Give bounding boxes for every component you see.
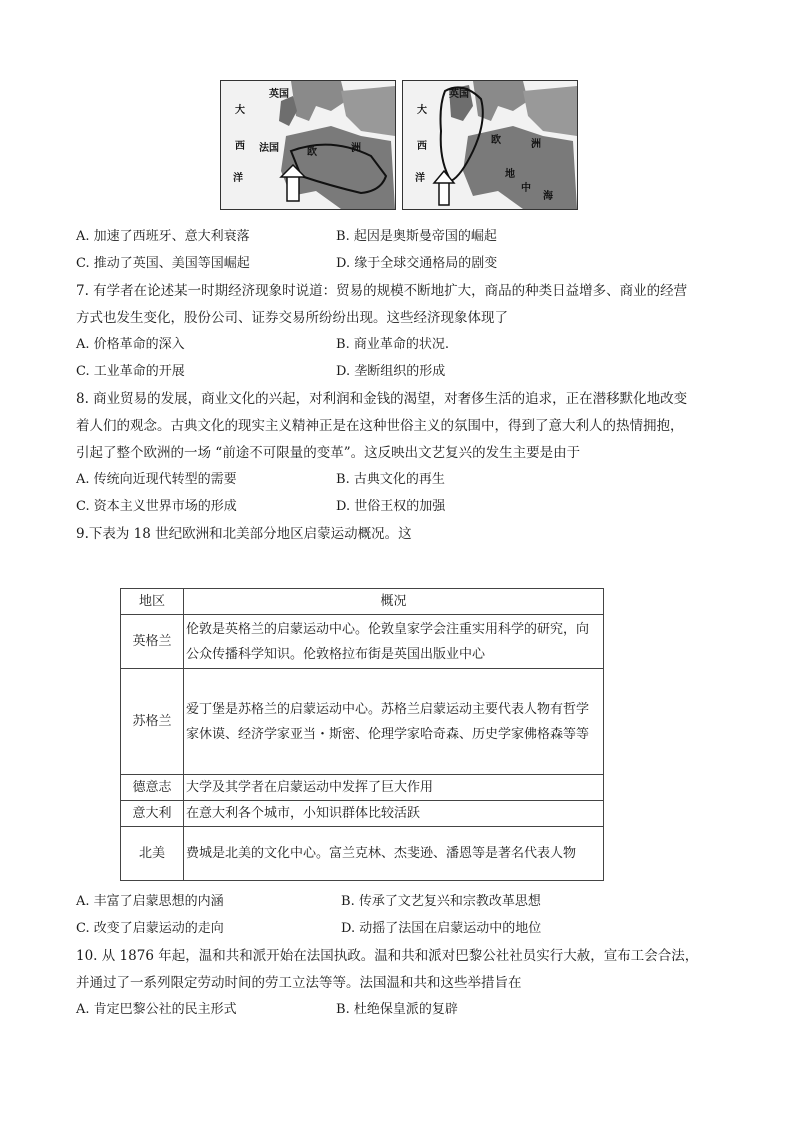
q7-option-a: A. 价格革命的深入 [76, 337, 185, 352]
q8-stem-line-1: 8. 商业贸易的发展，商业文化的兴起，对利润和金钱的渴望，对奢侈生活的追求，正在潜移默化地改变 [76, 391, 688, 407]
table-row [121, 801, 604, 827]
map-label: 海 [543, 191, 553, 202]
table-cell-desc: 大学及其学者在启蒙运动中发挥了巨大作用 [184, 775, 604, 801]
option-text: 动摇了法国在启蒙运动中的地位 [359, 921, 542, 936]
q8-option-a: A. 传统向近现代转型的需要 [76, 472, 237, 487]
option-key: A [76, 229, 86, 244]
option-key: B [336, 472, 346, 487]
q10-option-a: A. 肯定巴黎公社的民主形式 [76, 1002, 237, 1017]
q9-option-a: A. 丰富了启蒙思想的内涵 [76, 894, 224, 909]
q6-option-b: B. 起因是奥斯曼帝国的崛起 [336, 229, 497, 244]
map-label: 西 [417, 141, 427, 152]
table-row [121, 669, 604, 775]
q9-option-c: C. 改变了启蒙运动的走向 [76, 921, 224, 936]
q10-option-b: B. 杜绝保皇派的复辟 [336, 1002, 458, 1017]
map-label: 洲 [531, 139, 541, 150]
enlightenment-table [120, 588, 604, 881]
option-text: 起因是奥斯曼帝国的崛起 [353, 229, 497, 244]
option-key: C [76, 921, 86, 936]
option-key: B [336, 337, 346, 352]
table-cell-desc: 伦敦是英格兰的启蒙运动中心。伦敦皇家学会注重实用科学的研究，向公众传播科学知识。伦敦格拉布街是英国出版业中心 [184, 615, 604, 669]
table-header-region: 地区 [121, 589, 184, 615]
q8-stem-line-3: 引起了整个欧洲的一场 “前途不可限量的变革”。这反映出文艺复兴的发生主要是由于 [76, 445, 581, 461]
table-header-row [121, 589, 604, 615]
option-key: A [76, 337, 86, 352]
map-label: 地 [505, 169, 515, 180]
q9-option-b: B. 传承了文艺复兴和宗教改革思想 [341, 894, 541, 909]
q8-option-c: C. 资本主义世界市场的形成 [76, 499, 237, 514]
map-label: 欧 [491, 135, 501, 146]
option-key: A [76, 894, 86, 909]
option-text: 丰富了启蒙思想的内涵 [93, 894, 224, 909]
map-label: 西 [235, 141, 245, 152]
map-label: 欧 [307, 147, 317, 158]
option-text: 缘于全球交通格局的剧变 [354, 256, 498, 271]
map-label: 大 [235, 105, 245, 116]
option-key: B [336, 1002, 346, 1017]
table-cell-desc: 费城是北美的文化中心。富兰克林、杰斐逊、潘恩等是著名代表人物 [184, 827, 604, 881]
option-text: 推动了英国、美国等国崛起 [93, 256, 250, 271]
map-label: 大 [417, 105, 427, 116]
q9-stem: 9.下表为 18 世纪欧洲和北美部分地区启蒙运动概况。这 [76, 526, 412, 542]
q8-option-b: B. 古典文化的再生 [336, 472, 445, 487]
map-label: 英国 [449, 89, 469, 100]
option-key: A [76, 472, 86, 487]
table-row [121, 775, 604, 801]
map-label: 法国 [259, 143, 279, 154]
option-text: 资本主义世界市场的形成 [93, 499, 237, 514]
q8-stem-line-2: 着人们的观念。古典文化的现实主义精神正是在这种世俗主义的氛围中，得到了意大利人的热情拥抱， [76, 418, 684, 434]
option-text: 传统向近现代转型的需要 [93, 472, 237, 487]
option-text: 垄断组织的形成 [354, 364, 446, 379]
table-cell-desc: 爱丁堡是苏格兰的启蒙运动中心。苏格兰启蒙运动主要代表人物有哲学家休谟、经济学家亚当・斯密、伦理学家哈奇森、历史学家佛格森等等 [184, 669, 604, 775]
q10-stem-line-1: 10. 从 1876 年起，温和共和派开始在法国执政。温和共和派对巴黎公社社员实行大赦，宣布工会合法， [76, 948, 699, 964]
map-left [220, 80, 396, 210]
option-text: 传承了文艺复兴和宗教改革思想 [358, 894, 541, 909]
map-label: 英国 [269, 89, 289, 100]
map-label: 洲 [351, 143, 361, 154]
option-text: 价格革命的深入 [93, 337, 185, 352]
table-cell-region: 德意志 [121, 775, 184, 801]
table-cell-desc: 在意大利各个城市，小知识群体比较活跃 [184, 801, 604, 827]
option-key: C [76, 256, 86, 271]
table-cell-region: 北美 [121, 827, 184, 881]
map-label: 洋 [415, 173, 425, 184]
q6-option-c: C. 推动了英国、美国等国崛起 [76, 256, 250, 271]
table-header-desc: 概况 [184, 589, 604, 615]
q7-stem-line-1: 7. 有学者在论述某一时期经济现象时说道：贸易的规模不断地扩大，商品的种类日益增多、商业的经营 [76, 283, 688, 299]
option-text: 肯定巴黎公社的民主形式 [93, 1002, 237, 1017]
q7-option-d: D. 垄断组织的形成 [336, 364, 446, 379]
option-text: 改变了启蒙运动的走向 [93, 921, 224, 936]
q6-option-a: A. 加速了西班牙、意大利衰落 [76, 229, 250, 244]
map-label: 洋 [233, 173, 243, 184]
table-row [121, 615, 604, 669]
option-text: 世俗王权的加强 [354, 499, 446, 514]
q10-stem-line-2: 并通过了一系列限定劳动时间的劳工立法等等。法国温和共和这些举措旨在 [76, 975, 522, 991]
option-key: D [341, 921, 351, 936]
option-key: A [76, 1002, 86, 1017]
option-text: 古典文化的再生 [353, 472, 445, 487]
q8-option-d: D. 世俗王权的加强 [336, 499, 446, 514]
q9-option-d: D. 动摇了法国在启蒙运动中的地位 [341, 921, 542, 936]
option-key: C [76, 364, 86, 379]
table-cell-region: 英格兰 [121, 615, 184, 669]
option-text: 加速了西班牙、意大利衰落 [93, 229, 250, 244]
option-key: B [336, 229, 346, 244]
option-key: D [336, 256, 346, 271]
map-right [402, 80, 578, 210]
q6-option-d: D. 缘于全球交通格局的剧变 [336, 256, 498, 271]
map-label: 中 [521, 183, 531, 194]
q7-option-c: C. 工业革命的开展 [76, 364, 185, 379]
option-text: 杜绝保皇派的复辟 [353, 1002, 458, 1017]
table-row [121, 827, 604, 881]
option-key: D [336, 364, 346, 379]
option-key: B [341, 894, 351, 909]
option-key: D [336, 499, 346, 514]
q7-stem-line-2: 方式也发生变化，股份公司、证券交易所纷纷出现。这些经济现象体现了 [76, 310, 508, 326]
table-cell-region: 苏格兰 [121, 669, 184, 775]
option-text: 商业革命的状况. [353, 337, 449, 352]
table-cell-region: 意大利 [121, 801, 184, 827]
q7-option-b: B. 商业革命的状况. [336, 337, 449, 352]
option-text: 工业革命的开展 [93, 364, 185, 379]
option-key: C [76, 499, 86, 514]
